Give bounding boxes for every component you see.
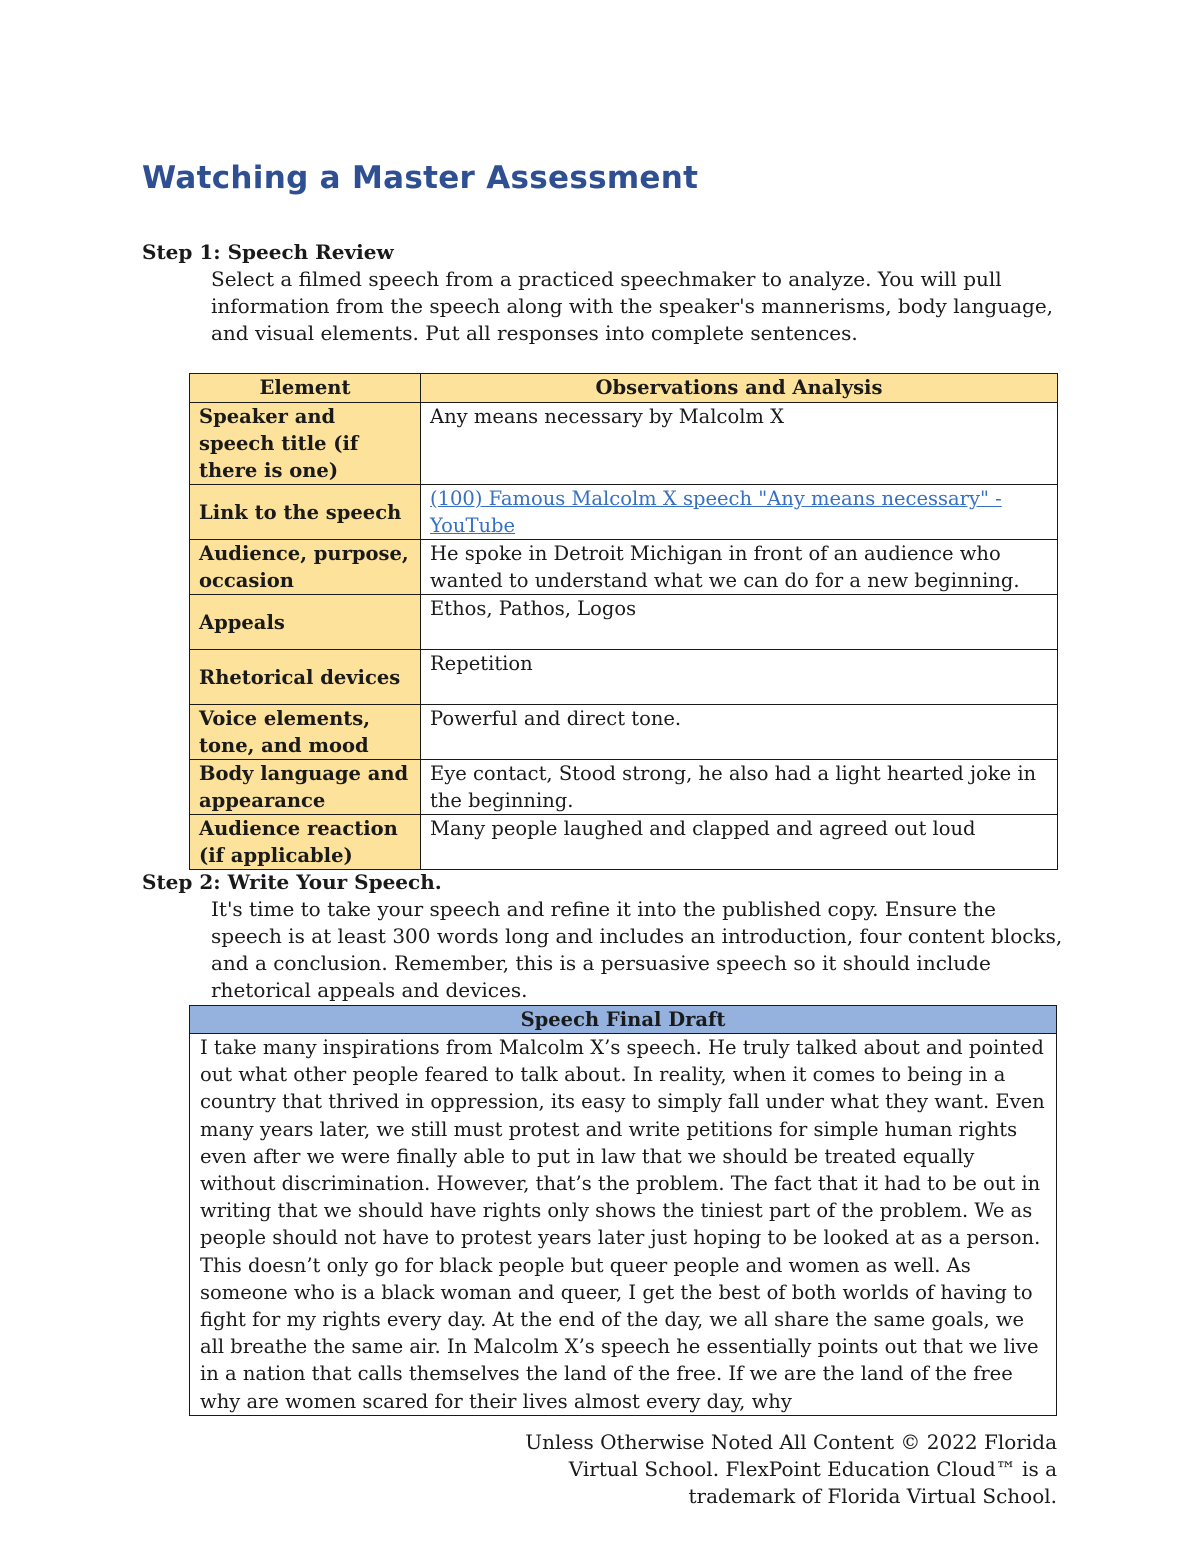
speech-review-table [189, 373, 1058, 870]
column-header-observations: Observations and Analysis [421, 374, 1058, 403]
speech-draft-body: I take many inspirations from Malcolm X’s speech. He truly talked about and pointed out what other people feared to talk about. In reality, when it comes to being in a country that thrived in oppression, its easy to simply fall under what they want. Even many years later, we still must protest and write petitions for simple human rights even after we were finally able to put in law that we should be treated equally without discrimination. However, that’s the problem. The fact that it had to be out in writing that we should have rights only shows the tiniest part of the problem. We as people should not have to protest years later just hoping to be looked at as a person. This doesn’t only go for black people but queer people and women as well. As someone who is a black woman and queer, I get the best of both worlds of having to fight for my rights every day. At the end of the day, we all share the same goals, we all breathe the same air. In Malcolm X’s speech he essentially points out that we live in a nation that calls themselves the land of the free. If we are the land of the free why are women scared for their lives almost every day, why [190, 1034, 1057, 1416]
table-row [190, 403, 1058, 485]
row-label: Speaker and speech title (if there is one) [190, 403, 421, 485]
page-title: Watching a Master Assessment [142, 160, 699, 196]
table-row [190, 1034, 1057, 1416]
row-label: Voice elements, tone, and mood [190, 705, 421, 760]
row-label: Rhetorical devices [190, 650, 421, 705]
table-row [190, 760, 1058, 815]
table-header-row [190, 374, 1058, 403]
row-label: Audience reaction (if applicable) [190, 815, 421, 870]
row-value: Ethos, Pathos, Logos [421, 595, 1058, 650]
step2-heading: Step 2: Write Your Speech. [142, 870, 442, 894]
row-value [421, 485, 1058, 540]
table-row [190, 815, 1058, 870]
speech-final-draft-table [189, 1005, 1057, 1416]
table-row [190, 705, 1058, 760]
row-value: Many people laughed and clapped and agreed out loud [421, 815, 1058, 870]
speech-draft-header: Speech Final Draft [190, 1006, 1057, 1034]
row-label: Body language and appearance [190, 760, 421, 815]
row-value: He spoke in Detroit Michigan in front of an audience who wanted to understand what we can do for a new beginning. [421, 540, 1058, 595]
row-label: Audience, purpose, occasion [190, 540, 421, 595]
row-value: Any means necessary by Malcolm X [421, 403, 1058, 485]
table-header-row [190, 1006, 1057, 1034]
column-header-element: Element [190, 374, 421, 403]
row-value: Eye contact, Stood strong, he also had a light hearted joke in the beginning. [421, 760, 1058, 815]
table-row [190, 540, 1058, 595]
step1-heading: Step 1: Speech Review [142, 240, 394, 264]
table-row [190, 485, 1058, 540]
speech-link[interactable]: (100) Famous Malcolm X speech "Any means necessary" - YouTube [430, 487, 1002, 537]
row-label: Appeals [190, 595, 421, 650]
table-row [190, 650, 1058, 705]
row-value: Powerful and direct tone. [421, 705, 1058, 760]
step2-instructions: It's time to take your speech and refine it into the published copy. Ensure the speech is at least 300 words long and includes an introduction, four content blocks, and a conclusion. Remember, this is a persuasive speech so it should include rhetorical appeals and devices. [211, 897, 1063, 1002]
step1-instructions: Select a filmed speech from a practiced speechmaker to analyze. You will pull information from the speech along with the speaker's mannerisms, body language, and visual elements. Put all responses into complete sentences. [211, 267, 1054, 345]
copyright-footer: Unless Otherwise Noted All Content © 2022 Florida Virtual School. FlexPoint Education Cloud™ is a trademark of Florida Virtual School. [525, 1430, 1057, 1508]
row-value: Repetition [421, 650, 1058, 705]
row-label: Link to the speech [190, 485, 421, 540]
table-row [190, 595, 1058, 650]
